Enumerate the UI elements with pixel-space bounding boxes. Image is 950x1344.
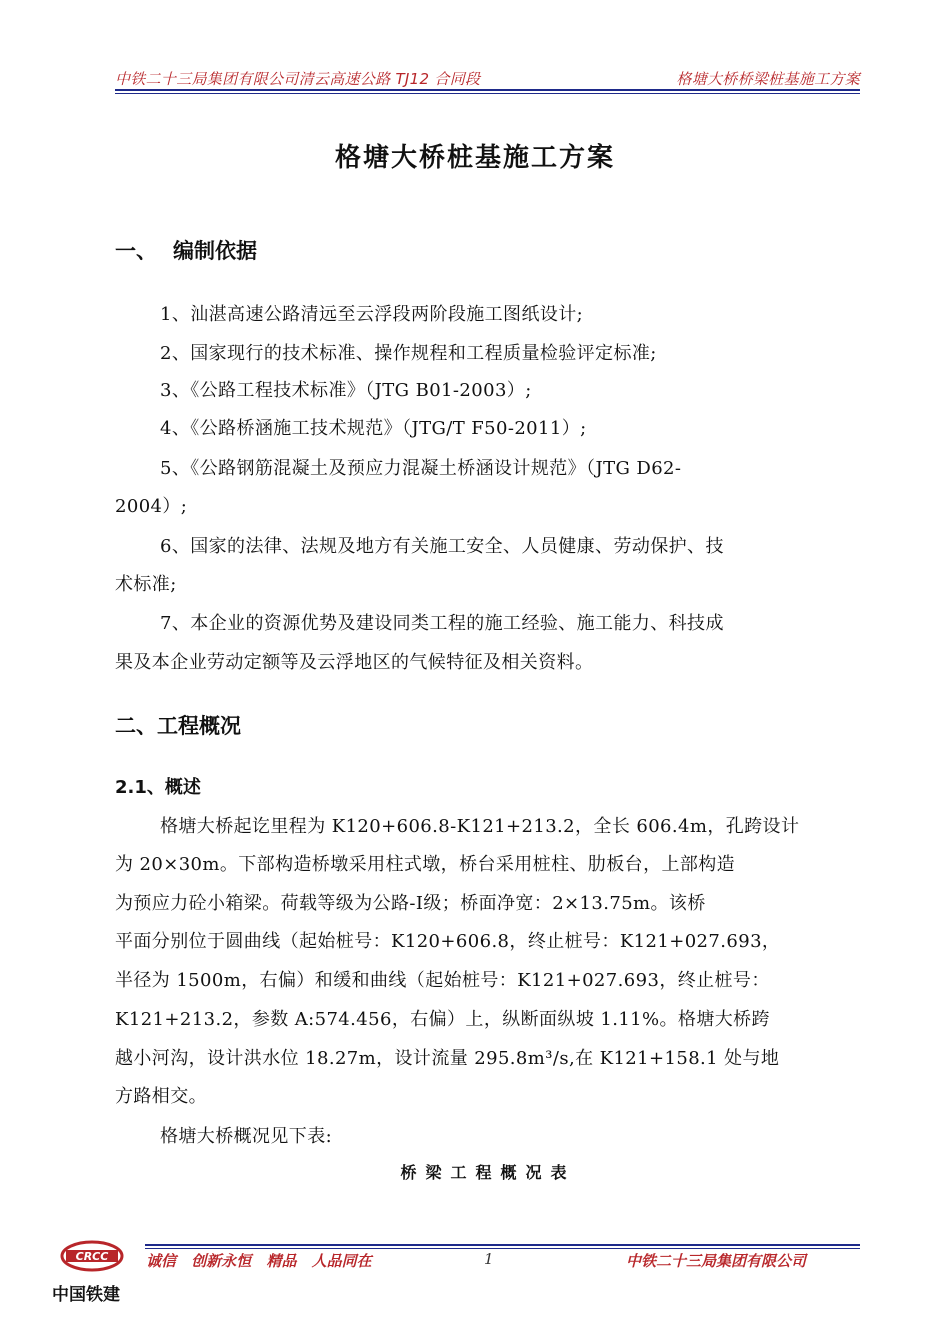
section-title: 编制依据 [173,239,257,263]
basis-item-6-cont: 术标准; [115,574,177,595]
header-document-name: 格塘大桥桥梁桩基施工方案 [676,70,860,88]
crcc-logo-mark: CRCC [75,1250,109,1263]
paragraph-line: 为预应力砼小箱梁。荷载等级为公路-Ⅰ级；桥面净宽：2×13.75m。该桥 [115,893,706,914]
header-project-name: 中铁二十三局集团有限公司清云高速公路 TJ12 合同段 [115,70,481,88]
footer-rule-thin [145,1248,860,1249]
basis-item-5: 5、《公路钢筋混凝土及预应力混凝土桥涵设计规范》（JTG D62- [160,458,682,479]
basis-item-3: 3、《公路工程技术标准》（JTG B01-2003）; [160,380,532,401]
basis-item-4: 4、《公路桥涵施工技术规范》（JTG/T F50-2011）; [160,418,587,439]
section-heading-basis [115,235,257,265]
paragraph-line: 半径为 1500m，右偏）和缓和曲线（起始桩号：K121+027.693，终止桩号： [115,970,770,991]
paragraph-line: 方路相交。 [115,1086,207,1107]
paragraph-line: K121+213.2，参数 A:574.456，右偏）上，纵断面纵坡 1.11%。格塘大桥跨 [115,1009,770,1030]
basis-item-5-cont: 2004）; [115,496,188,517]
header-rule-thin [115,93,860,94]
page-header [115,66,860,92]
footer-rule [145,1244,860,1246]
paragraph-line: 格塘大桥起讫里程为 K120+606.8-K121+213.2，全长 606.4m，孔跨设计 [160,816,800,837]
section-heading-overview: 二、工程概况 [115,714,241,738]
paragraph-line: 为 20×30m。下部构造桥墩采用柱式墩，桥台采用桩柱、肋板台，上部构造 [115,854,736,875]
basis-item-2: 2、国家现行的技术标准、操作规程和工程质量检验评定标准; [160,343,657,364]
header-rule [115,89,860,91]
basis-item-1: 1、汕湛高速公路清远至云浮段两阶段施工图纸设计; [160,304,584,325]
page-number: 1 [484,1250,494,1268]
table-caption: 桥梁工程概况表 [400,1163,576,1182]
subsection-heading: 2.1、概述 [115,777,201,798]
footer-slogan: 诚信 创新永恒 精品 人品同在 [146,1252,372,1270]
basis-item-7-cont: 果及本企业劳动定额等及云浮地区的气候特征及相关资料。 [115,652,594,673]
basis-item-7: 7、本企业的资源优势及建设同类工程的施工经验、施工能力、科技成 [160,613,724,634]
logo-text: 中国铁建 [52,1285,120,1305]
table-intro: 格塘大桥概况见下表: [160,1126,333,1147]
basis-item-6: 6、国家的法律、法规及地方有关施工安全、人员健康、劳动保护、技 [160,536,724,557]
paragraph-line: 越小河沟，设计洪水位 18.27m，设计流量 295.8m³/s,在 K121+158.1 处与地 [115,1048,780,1069]
section-number: 一、 [115,239,157,263]
footer-company: 中铁二十三局集团有限公司 [625,1252,806,1270]
page-footer [52,1236,860,1306]
paragraph-line: 平面分别位于圆曲线（起始桩号：K120+606.8，终止桩号：K121+027.693， [115,931,781,952]
document-title: 格塘大桥桩基施工方案 [334,143,615,173]
